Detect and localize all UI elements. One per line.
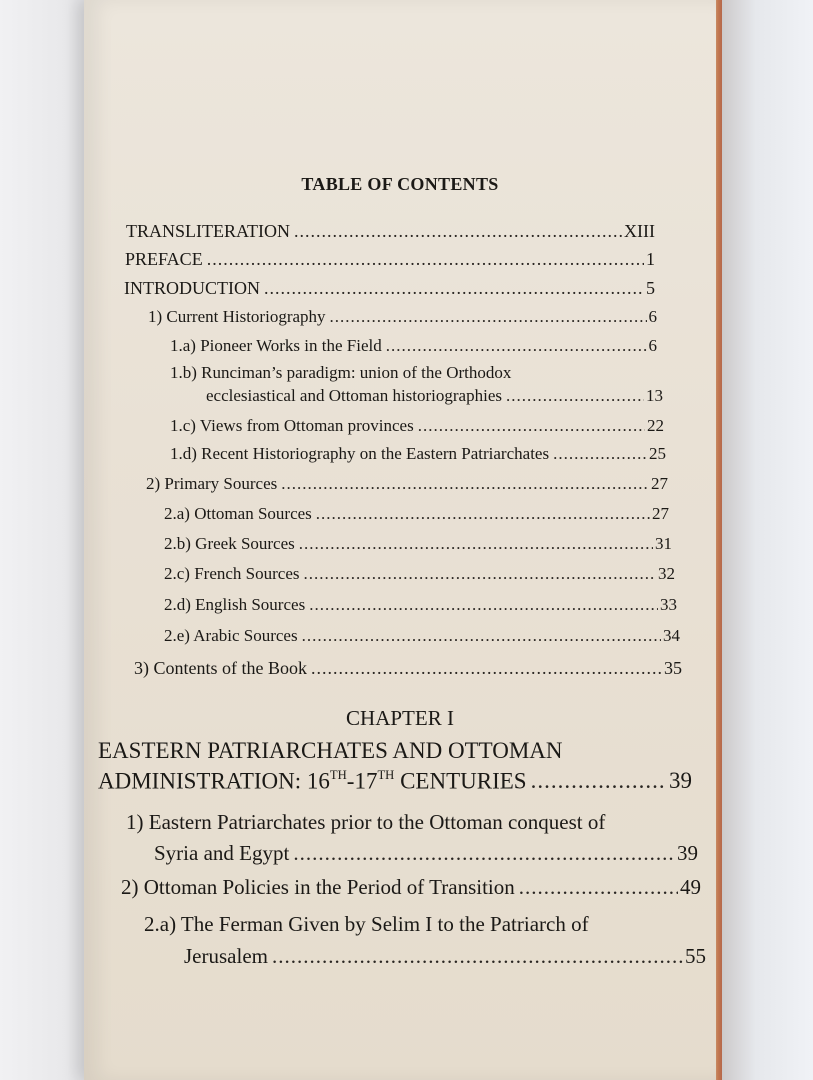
leader-dots <box>519 875 678 900</box>
chapter-title-line2 <box>98 768 692 794</box>
background-left <box>0 0 96 1080</box>
entry-label: 3) Contents of the Book <box>134 658 307 678</box>
toc-entry-english-sources <box>164 595 677 615</box>
leader-dots <box>304 564 657 584</box>
leader-dots <box>506 386 644 406</box>
entry-label: 1.c) Views from Ottoman provinces <box>170 416 414 435</box>
toc-entry-recent-historiography <box>170 444 666 464</box>
leader-dots <box>299 534 653 554</box>
leader-dots <box>311 658 662 679</box>
entry-label: 2.a) Ottoman Sources <box>164 504 312 523</box>
entry-page: 13 <box>646 386 663 405</box>
entry-page: 22 <box>647 416 664 435</box>
toc-entry-ferman-line1 <box>144 912 589 937</box>
entry-page: 55 <box>685 944 706 968</box>
entry-label: 2) Primary Sources <box>146 474 278 493</box>
entry-label: ecclesiastical and Ottoman historiographies <box>206 386 502 405</box>
toc-entry-introduction <box>124 278 655 299</box>
entry-page: 34 <box>663 626 680 645</box>
leader-dots <box>294 221 622 242</box>
toc-entry-pioneer-works <box>170 336 657 356</box>
leader-dots <box>531 768 667 794</box>
entry-page: 6 <box>648 307 657 326</box>
entry-page: 6 <box>648 336 657 355</box>
toc-entry-ferman-line2 <box>184 944 706 969</box>
toc-entry-current-historiography <box>148 307 657 327</box>
leader-dots <box>272 944 683 969</box>
leader-dots <box>207 249 644 270</box>
toc-title: TABLE OF CONTENTS <box>301 174 499 194</box>
toc-entry-ottoman-sources <box>164 504 669 524</box>
toc-entry-runciman-line2 <box>206 386 663 406</box>
toc-entry-ottoman-provinces <box>170 416 664 436</box>
entry-label: 2.e) Arabic Sources <box>164 626 298 645</box>
leader-dots <box>330 307 647 327</box>
toc-entry-eastern-patriarchates-line1 <box>126 810 605 835</box>
entry-label: 2) Ottoman Policies in the Period of Transition <box>121 875 515 899</box>
entry-page: 35 <box>664 658 682 678</box>
chapter-title-line1: EASTERN PATRIARCHATES AND OTTOMAN <box>98 738 563 763</box>
leader-dots <box>302 626 661 646</box>
entry-label: 2.b) Greek Sources <box>164 534 295 553</box>
entry-page: 27 <box>651 474 668 493</box>
entry-label: 2.a) The Ferman Given by Selim I to the Patriarch of <box>144 912 589 936</box>
entry-page: 1 <box>646 249 655 269</box>
entry-label: Syria and Egypt <box>154 841 290 865</box>
leader-dots <box>309 595 658 615</box>
toc-entry-runciman-line1 <box>170 363 511 383</box>
background-right <box>718 0 813 1080</box>
entry-page: XIII <box>624 221 655 241</box>
toc-entry-contents-of-book <box>134 658 682 679</box>
entry-page: 39 <box>669 768 692 794</box>
entry-label: 2.c) French Sources <box>164 564 300 583</box>
entry-label: 2.d) English Sources <box>164 595 306 614</box>
chapter-number: CHAPTER I <box>346 706 454 730</box>
toc-entry-primary-sources <box>146 474 668 494</box>
entry-label: 1.b) Runciman’s paradigm: union of the Orthodox <box>170 363 512 382</box>
entry-page: 39 <box>677 841 698 865</box>
entry-page: 33 <box>660 595 677 614</box>
book-page <box>84 0 716 1080</box>
entry-label: PREFACE <box>125 249 203 269</box>
entry-page: 5 <box>646 278 655 298</box>
leader-dots <box>553 444 647 464</box>
entry-label: TRANSLITERATION <box>126 221 290 241</box>
toc-entry-ottoman-policies <box>121 875 701 900</box>
entry-page: 25 <box>649 444 666 463</box>
leader-dots <box>293 841 675 866</box>
entry-label: 1) Current Historiography <box>148 307 326 326</box>
entry-label: 1.d) Recent Historiography on the Eastern Patriarchates <box>170 444 550 463</box>
entry-page: 27 <box>652 504 669 523</box>
entry-label: 1) Eastern Patriarchates prior to the Ottoman conquest of <box>126 810 606 834</box>
entry-label: INTRODUCTION <box>124 278 260 298</box>
leader-dots <box>316 504 650 524</box>
entry-label: Jerusalem <box>184 944 268 968</box>
leader-dots <box>281 474 649 494</box>
entry-page: 32 <box>658 564 675 583</box>
entry-label: 1.a) Pioneer Works in the Field <box>170 336 382 355</box>
chapter-title-text: ADMINISTRATION: 16TH-17TH CENTURIES <box>98 768 527 794</box>
toc-entry-preface <box>125 249 655 270</box>
toc-entry-greek-sources <box>164 534 672 554</box>
leader-dots <box>264 278 644 299</box>
leader-dots <box>418 416 645 436</box>
toc-entry-arabic-sources <box>164 626 680 646</box>
entry-page: 49 <box>680 875 701 899</box>
entry-page: 31 <box>655 534 672 553</box>
toc-entry-eastern-patriarchates-line2 <box>154 841 698 866</box>
toc-entry-transliteration <box>126 221 655 242</box>
leader-dots <box>386 336 647 356</box>
toc-entry-french-sources <box>164 564 675 584</box>
